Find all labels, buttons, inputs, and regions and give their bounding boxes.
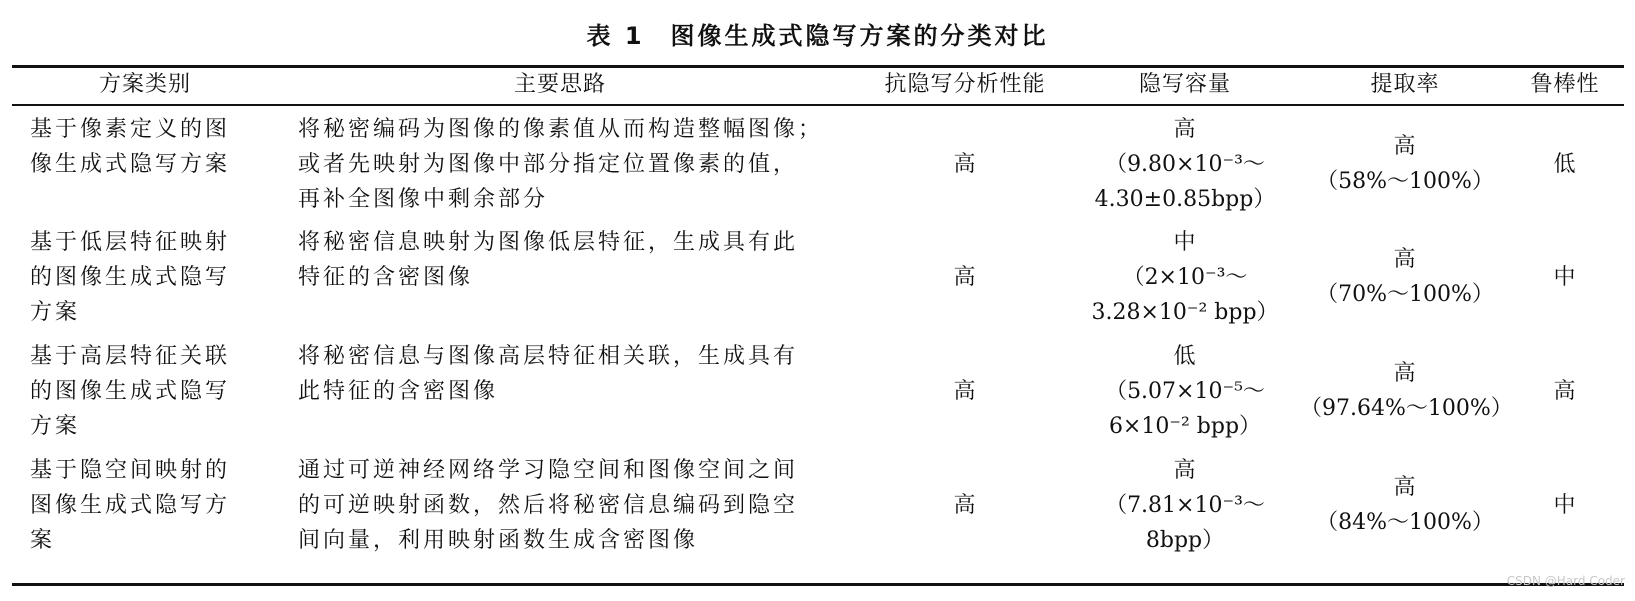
table-number: 表 1: [586, 22, 645, 50]
row-1-capacity-level: 高: [1173, 117, 1197, 142]
row-2-idea: 将秘密信息映射为图像低层特征，生成具有此 特征的含密图像: [298, 230, 799, 290]
row-3-capacity: [1080, 339, 1290, 444]
row-2-capacity-level: 中: [1173, 230, 1197, 255]
row-1-extraction: [1300, 129, 1510, 199]
header-extraction-rate: 提取率: [1370, 72, 1440, 97]
row-4-robustness: 中: [1553, 493, 1577, 518]
row-4-idea: 通过可逆神经网络学习隐空间和图像空间之间 的可逆映射函数，然后将秘密信息编码到隐空 间向量，利用映射函数生成含密图像: [298, 458, 799, 553]
row-3-robustness: 高: [1553, 379, 1577, 404]
row-1-extraction-range: （58%～100%）: [1316, 169, 1494, 194]
row-3-category: 基于高层特征关联 的图像生成式隐写 方案: [30, 344, 231, 439]
row-1-category: 基于像素定义的图 像生成式隐写方案: [30, 117, 231, 177]
watermark: CSDN @Hard Coder: [1506, 574, 1625, 588]
row-4-category: 基于隐空间映射的 图像生成式隐写方 案: [30, 458, 231, 553]
row-2-extraction-level: 高: [1393, 247, 1417, 272]
row-4-capacity-range-start: （7.81×10⁻³～: [1105, 493, 1265, 518]
row-1-anti-steganalysis: 高: [953, 152, 977, 177]
row-1-robustness: 低: [1553, 152, 1577, 177]
header-rule: [12, 104, 1624, 106]
row-2-capacity: [1080, 225, 1290, 330]
row-4-anti-steganalysis: 高: [953, 493, 977, 518]
row-3-idea: 将秘密信息与图像高层特征相关联，生成具有 此特征的含密图像: [298, 344, 799, 404]
table-title: 图像生成式隐写方案的分类对比: [670, 22, 1049, 50]
row-3-extraction: [1300, 356, 1513, 426]
row-2-capacity-range-start: （2×10⁻³～: [1122, 265, 1248, 290]
header-main-idea: 主要思路: [513, 72, 606, 97]
row-3-capacity-level: 低: [1173, 344, 1197, 369]
row-4-extraction-level: 高: [1393, 475, 1417, 500]
row-1-extraction-level: 高: [1393, 134, 1417, 159]
row-2-extraction: [1300, 242, 1510, 312]
row-3-anti-steganalysis: 高: [953, 379, 977, 404]
row-3-capacity-range-start: （5.07×10⁻⁵～: [1105, 379, 1265, 404]
header-anti-steganalysis: 抗隐写分析性能: [884, 72, 1046, 97]
row-2-robustness: 中: [1553, 265, 1577, 290]
row-2-category: 基于低层特征映射 的图像生成式隐写 方案: [30, 230, 231, 325]
row-2-extraction-range: （70%～100%）: [1316, 282, 1494, 307]
row-3-capacity-range-end: 6×10⁻² bpp）: [1108, 414, 1262, 439]
row-1-capacity-range-start: （9.80×10⁻³～: [1105, 152, 1265, 177]
row-2-capacity-range-end: 3.28×10⁻² bpp）: [1091, 300, 1279, 325]
top-rule: [12, 65, 1624, 68]
header-capacity: 隐写容量: [1138, 72, 1231, 97]
row-1-idea: 将秘密编码为图像的像素值从而构造整幅图像； 或者先映射为图像中部分指定位置像素的值， 再补全图像中剩余部分: [298, 117, 824, 212]
row-4-capacity-range-end: 8bpp）: [1145, 528, 1225, 553]
row-4-extraction: [1300, 470, 1510, 540]
header-robustness: 鲁棒性: [1530, 72, 1600, 97]
row-1-capacity: [1080, 112, 1290, 217]
bottom-rule: [12, 583, 1624, 586]
table-caption: [0, 16, 1635, 51]
row-4-extraction-range: （84%～100%）: [1316, 510, 1494, 535]
row-2-anti-steganalysis: 高: [953, 265, 977, 290]
row-1-capacity-range-end: 4.30±0.85bpp）: [1094, 187, 1276, 212]
row-3-extraction-level: 高: [1393, 361, 1417, 386]
row-4-capacity-level: 高: [1173, 458, 1197, 483]
row-3-extraction-range: （97.64%～100%）: [1300, 396, 1513, 421]
row-4-capacity: [1080, 453, 1290, 558]
header-scheme-category: 方案类别: [98, 72, 191, 97]
